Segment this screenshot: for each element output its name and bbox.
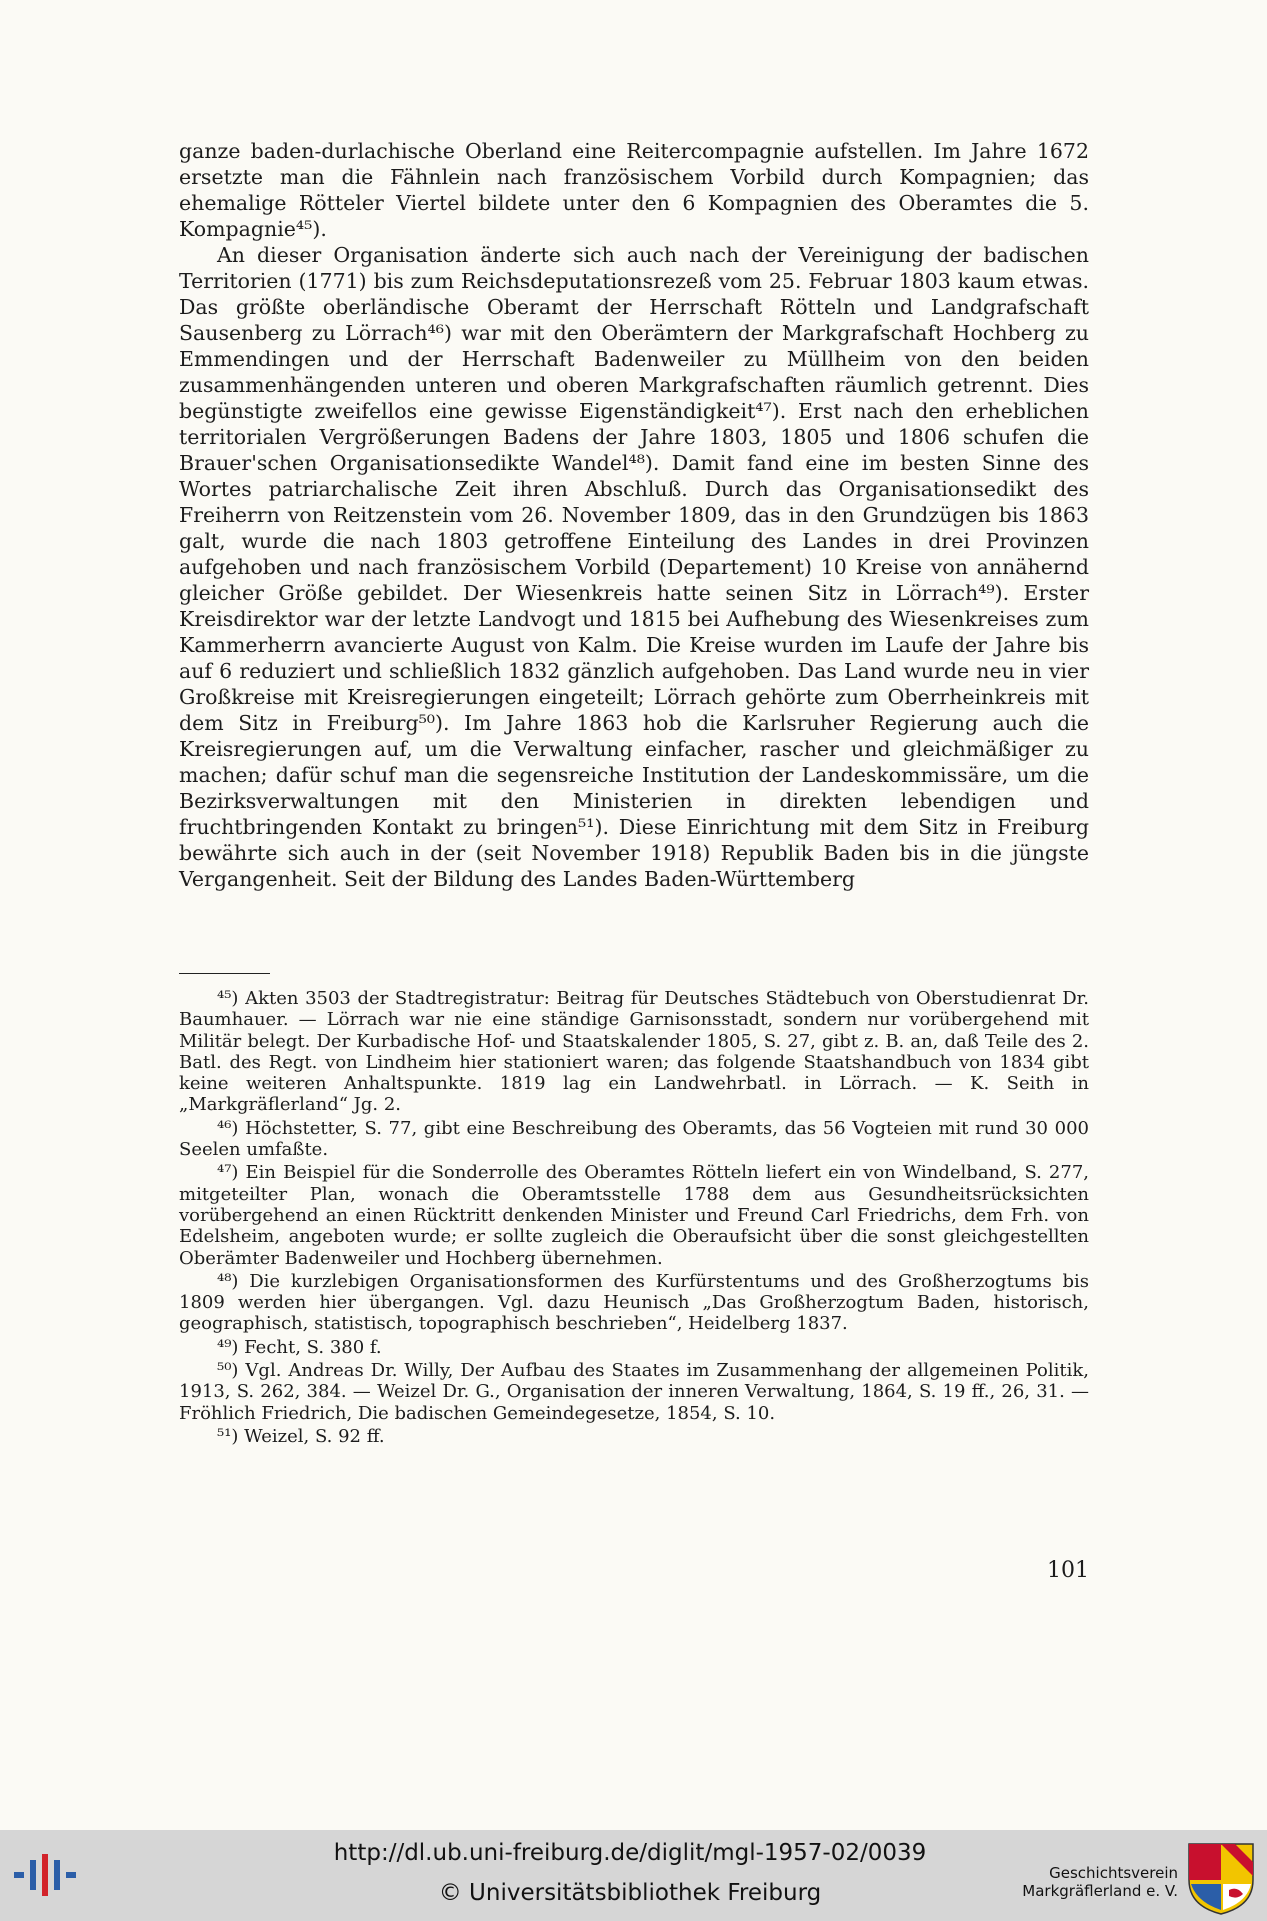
society-line-2: Markgräflerland e. V. (1022, 1882, 1178, 1900)
footnote-48: ⁴⁸) Die kurzlebigen Organisationsformen des Kurfürstentums und des Großherzogtums bis 1809 werden hier übergangen. Vgl. dazu Heunisch „Das Großherzogtum Baden, historisch, geographisch, statistisch, topographisch beschrieben“, Heidelberg 1837. (179, 1270, 1089, 1335)
society-name (1020, 1864, 1178, 1900)
body-paragraph-2: An dieser Organisation änderte sich auch nach der Vereinigung der badischen Territorien (1771) bis zum Reichsdeputationsrezeß vom 25. Februar 1803 kaum etwas. Das größte oberländische Oberamt der Herrschaft Rötteln und Landgrafschaft Sausenberg zu Lörrach⁴⁶) war mit den Oberämtern der Markgrafschaft Hochberg zu Emmendingen und der Herrschaft Badenweiler zu Müllheim von den beiden zusammenhängenden unteren und oberen Markgrafschaften räumlich getrennt. Dies begünstigte zweifellos eine gewisse Eigenständigkeit⁴⁷). Erst nach den erheblichen territorialen Vergrößerungen Badens der Jahre 1803, 1805 und 1806 schufen die Brauer'schen Organisationsedikte Wandel⁴⁸). Damit fand eine im besten Sinne des Wortes patriarchalische Zeit ihren Abschluß. Durch das Organisationsedikt des Freiherrn von Reitzenstein vom 26. November 1809, das in den Grundzügen bis 1863 galt, wurde die nach 1803 getroffene Einteilung des Landes in drei Provinzen aufgehoben und nach französischem Vorbild (Departement) 10 Kreise von annähernd gleicher Größe gebildet. Der Wiesenkreis hatte seinen Sitz in Lörrach⁴⁹). Erster Kreisdirektor war der letzte Landvogt und 1815 bei Aufhebung des Wiesenkreises zum Kammerherrn avancierte August von Kalm. Die Kreise wurden im Laufe der Jahre bis auf 6 reduziert und schließlich 1832 gänzlich aufgehoben. Das Land wurde neu in vier Großkreise mit Kreisregierungen eingeteilt; Lörrach gehörte zum Oberrheinkreis mit dem Sitz in Freiburg⁵⁰). Im Jahre 1863 hob die Karlsruher Regierung auch die Kreisregierungen auf, um die Verwaltung einfacher, rascher und gleichmäßiger zu machen; dafür schuf man die segensreiche Institution der Landeskommissäre, um die Bezirksverwaltungen mit den Ministerien in direkten lebendigen und fruchtbringenden Kontakt zu bringen⁵¹). Diese Einrichtung mit dem Sitz in Freiburg bewährte sich auch in der (seit November 1918) Republik Baden bis in die jüngste Vergangenheit. Seit der Bildung des Landes Baden-Württemberg (179, 243, 1089, 891)
main-text (179, 138, 1089, 892)
footnote-45: ⁴⁵) Akten 3503 der Stadtregistratur: Beitrag für Deutsches Städtebuch von Oberstudienrat Dr. Baumhauer. — Lörrach war nie eine ständige Garnisonsstadt, sondern nur vorübergehend mit Militär belegt. Der Kurbadische Hof- und Staatskalender 1805, S. 27, gibt z. B. an, daß Teile des 2. Batl. des Regt. von Lindheim hier stationiert waren; das folgende Staatshandbuch von 1834 gibt keine weiteren Anhaltspunkte. 1819 lag ein Landwehrbatl. in Lörrach. — K. Seith in „Markgräflerland“ Jg. 2. (179, 988, 1089, 1116)
copyright-text: © Universitätsbibliothek Freiburg (438, 1880, 822, 1906)
footnote-46: ⁴⁶) Höchstetter, S. 77, gibt eine Beschreibung des Oberamts, das 56 Vogteien mit rund 30 000 Seelen umfaßte. (179, 1117, 1089, 1161)
footnote-divider (179, 973, 270, 974)
body-paragraph-1: ganze baden-durlachische Oberland eine Reitercompagnie aufstellen. Im Jahre 1672 ersetzte man die Fähnlein nach französischem Vorbild durch Kompagnien; das ehemalige Rötteler Viertel bildete unter den 6 Kompagnien des Oberamtes die 5. Kompagnie⁴⁵). (179, 139, 1089, 241)
page-number: 101 (1047, 1558, 1089, 1583)
footnote-50: ⁵⁰) Vgl. Andreas Dr. Willy, Der Aufbau des Staates im Zusammenhang der allgemeinen Politik, 1913, S. 262, 384. — Weizel Dr. G., Organisation der inneren Verwaltung, 1864, S. 19 ff., 26, 31. — Fröhlich Friedrich, Die badischen Gemeindegesetze, 1854, S. 10. (179, 1360, 1089, 1424)
ub-freiburg-logo-icon[interactable] (12, 1850, 82, 1900)
footnote-47: ⁴⁷) Ein Beispiel für die Sonderrolle des Oberamtes Rötteln liefert ein von Windelband, S. 277, mitgeteilter Plan, wonach die Oberamtsstelle 1788 dem aus Gesundheitsrücksichten vorübergehend an einen Rücktritt denkenden Minister und Freund Carl Friedrichs, dem Frh. von Edelsheim, angeboten wurde; er sollte zugleich die Oberaufsicht über die sonst gleichgestellten Oberämter Badenweiler und Hochberg übernehmen. (179, 1162, 1089, 1269)
footnote-51: ⁵¹) Weizel, S. 92 ff. (217, 1425, 385, 1447)
footnote-49: ⁴⁹) Fecht, S. 380 f. (217, 1336, 382, 1358)
source-url[interactable]: http://dl.ub.uni-freiburg.de/diglit/mgl-1957-02/0039 (333, 1840, 927, 1866)
footnotes (179, 988, 1089, 1449)
footer-bar (0, 1830, 1267, 1921)
coat-of-arms-icon (1185, 1840, 1257, 1916)
society-line-1: Geschichtsverein (1049, 1864, 1178, 1882)
